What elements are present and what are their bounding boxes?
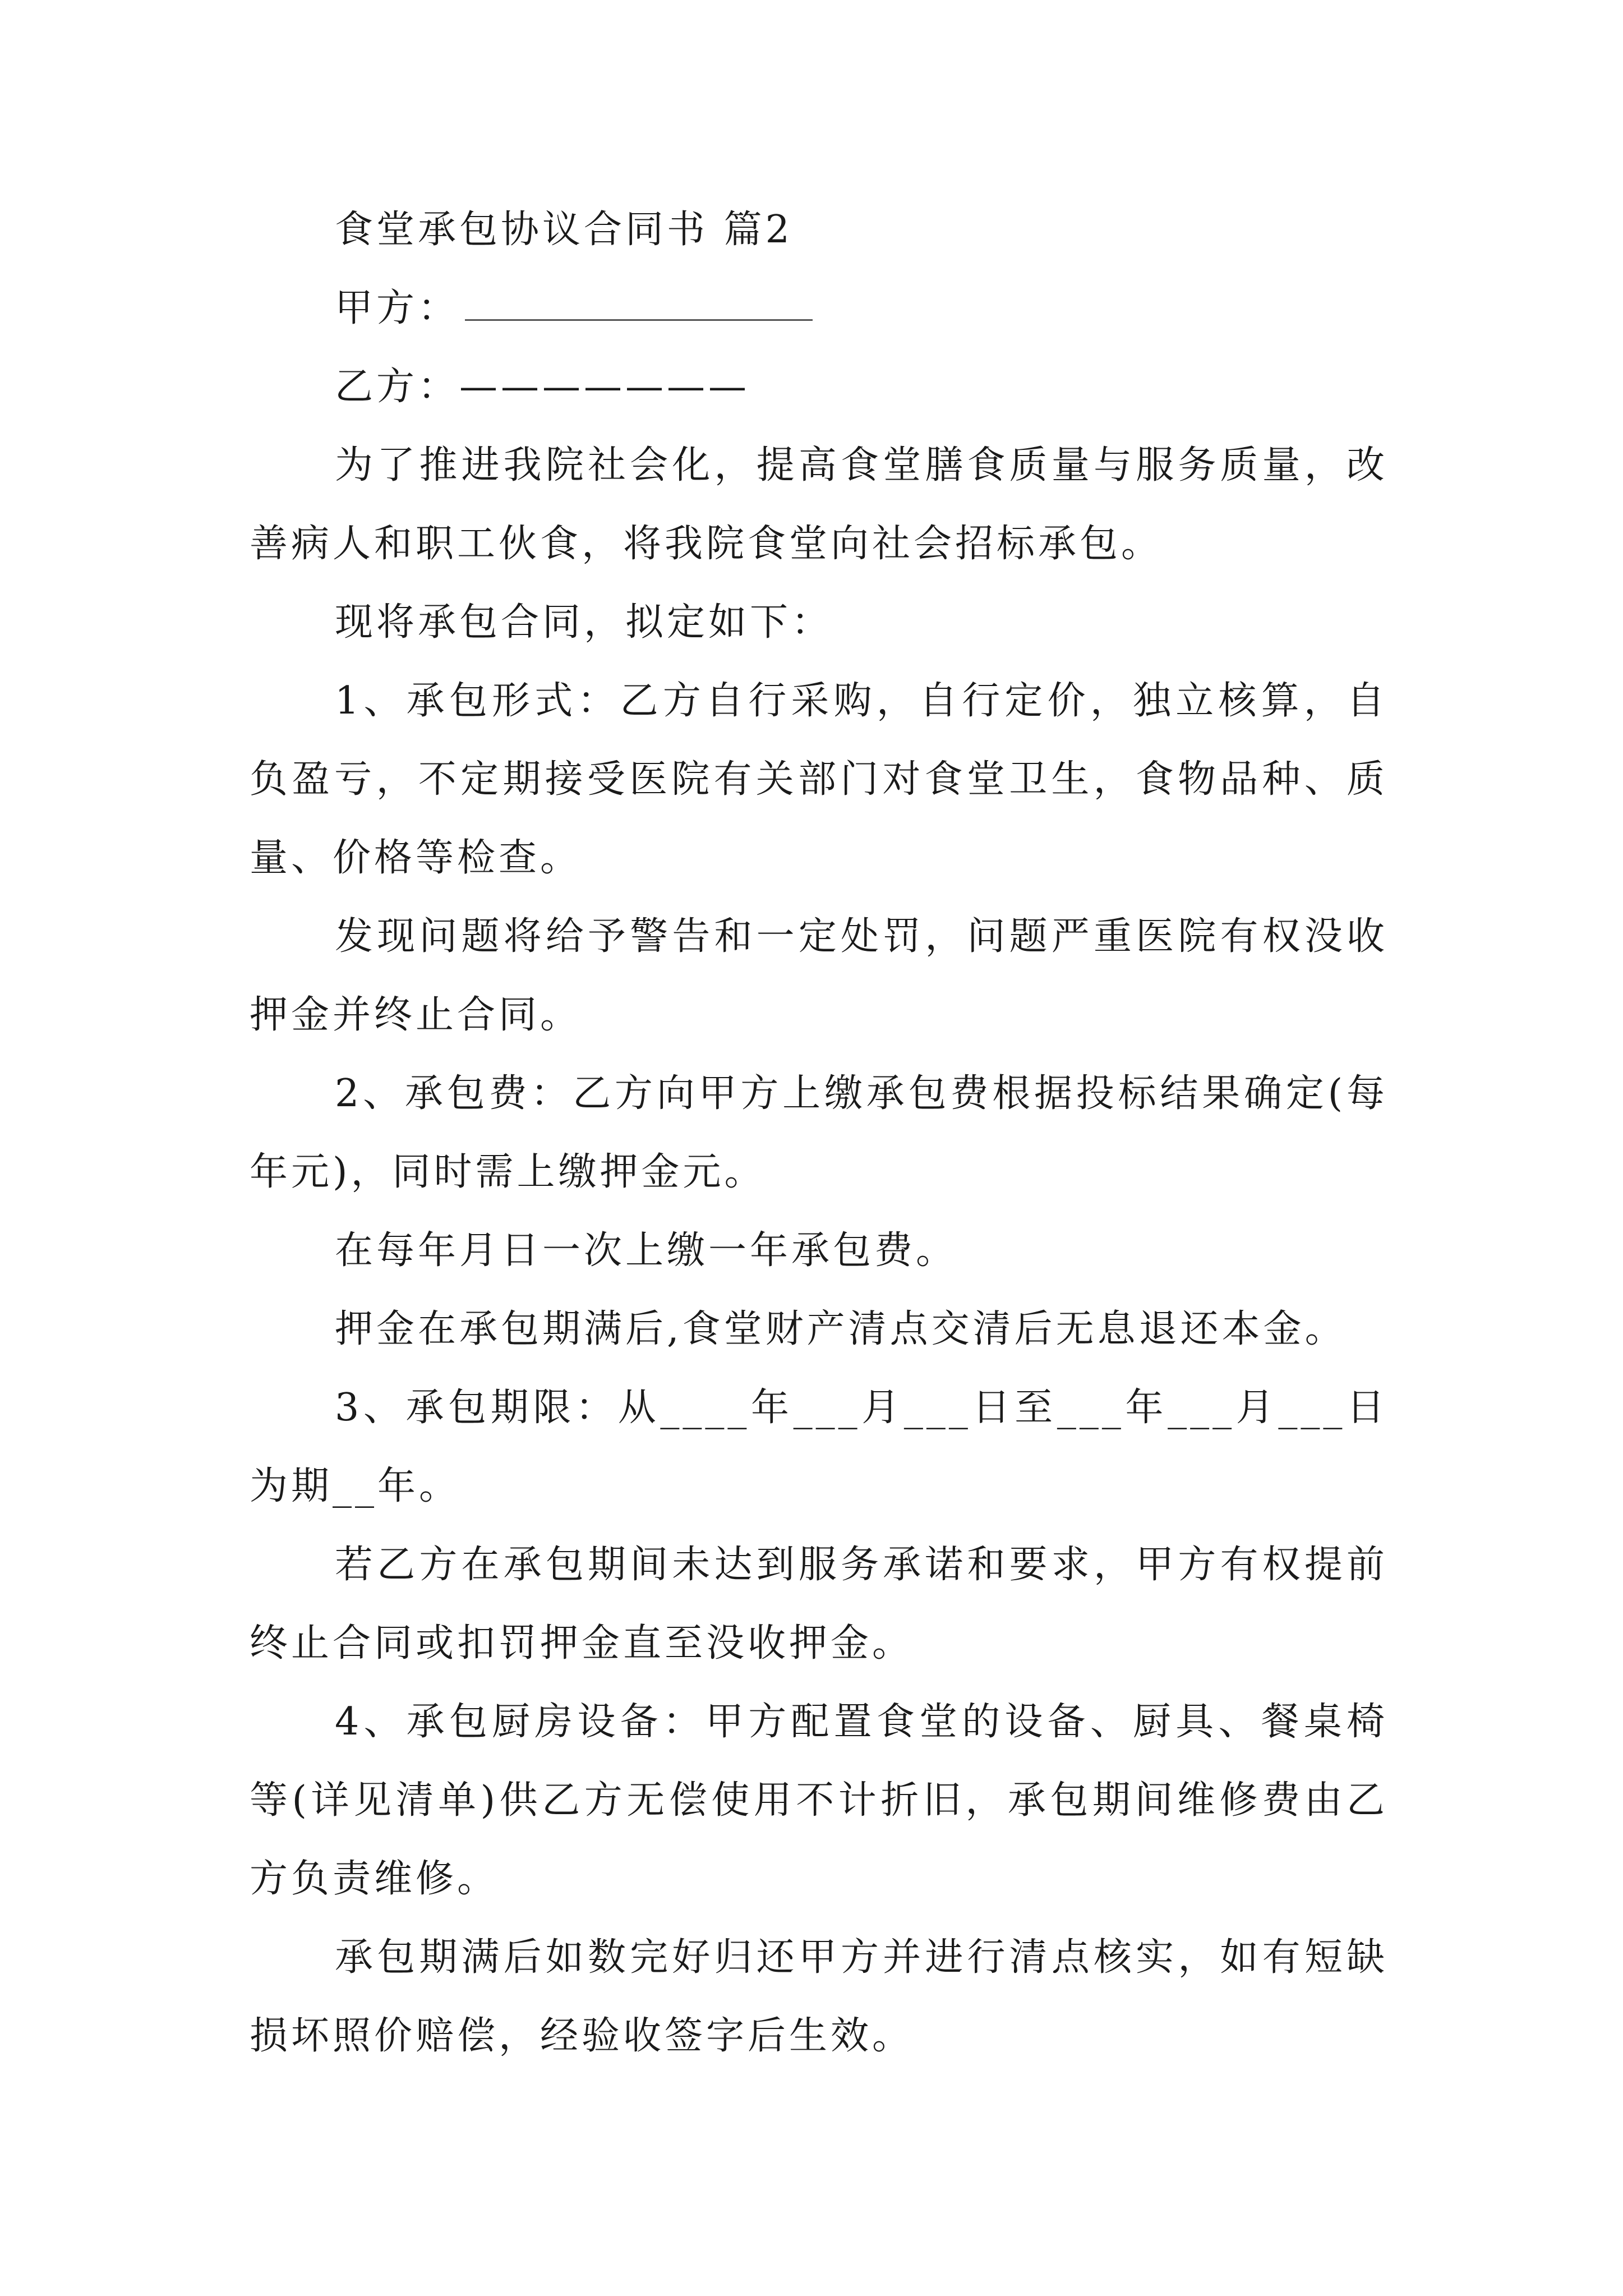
paragraph: 在每年月日一次上缴一年承包费。 bbox=[335, 1228, 958, 1273]
paragraph: 承包期满后如数完好归还甲方并进行清点核实，如有短缺损坏照价赔偿，经验收签字后生效。 bbox=[250, 1935, 1388, 2058]
paragraph: 3、承包期限：从____年___月___日至___年___月___日为期__年。 bbox=[250, 1386, 1388, 1508]
paragraph: 现将承包合同，拟定如下： bbox=[335, 600, 833, 645]
paragraph: 2、承包费：乙方向甲方上缴承包费根据投标结果确定(每年元)，同时需上缴押金元。 bbox=[250, 1071, 1388, 1194]
document-body bbox=[250, 191, 1388, 2076]
paragraph: 发现问题将给予警告和一定处罚，问题严重医院有权没收押金并终止合同。 bbox=[250, 914, 1388, 1037]
paragraph: 为了推进我院社会化，提高食堂膳食质量与服务质量，改善病人和职工伙食，将我院食堂向社会招标承包。 bbox=[250, 443, 1388, 566]
paragraph: 押金在承包期满后,食堂财产清点交清后无息退还本金。 bbox=[335, 1307, 1347, 1351]
party-a-blank bbox=[465, 287, 813, 321]
party-a-line bbox=[250, 269, 1388, 348]
party-a-label: 甲方： bbox=[335, 286, 460, 330]
paragraph: 4、承包厨房设备：甲方配置食堂的设备、厨具、餐桌椅等(详见清单)供乙方无偿使用不计折旧，承包期间维修费由乙方负责维修。 bbox=[250, 1700, 1388, 1901]
party-b-line: 乙方：——————— bbox=[335, 365, 750, 409]
paragraph: 若乙方在承包期间未达到服务承诺和要求，甲方有权提前终止合同或扣罚押金直至没收押金。 bbox=[250, 1543, 1388, 1665]
paragraph: 1、承包形式：乙方自行采购，自行定价，独立核算，自负盈亏，不定期接受医院有关部门对食堂卫生，食物品种、质量、价格等检查。 bbox=[250, 679, 1388, 880]
document-title: 食堂承包协议合同书 篇2 bbox=[335, 208, 793, 252]
